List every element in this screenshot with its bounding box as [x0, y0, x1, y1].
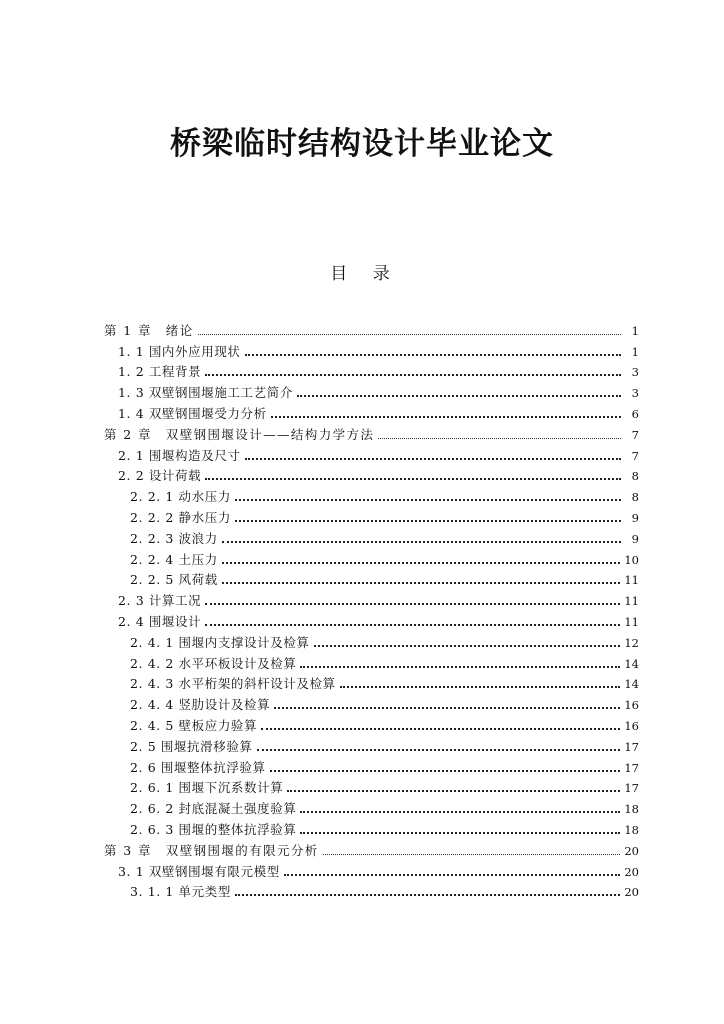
- toc-entry-title: 2. 6 围堰整体抗浮验算: [130, 759, 266, 775]
- toc-entry[interactable]: [104, 339, 639, 360]
- toc-entry-title: 2. 5 围堰抗滑移验算: [130, 738, 253, 754]
- toc-dot-leader: [205, 603, 620, 605]
- toc-entry[interactable]: [104, 464, 639, 485]
- toc-dot-leader: [198, 334, 621, 335]
- toc-entry-title: 2. 2 设计荷载: [118, 468, 202, 484]
- toc-page-number: 7: [631, 427, 639, 442]
- toc-entry[interactable]: [104, 713, 639, 734]
- toc-entry-title: 1. 2 工程背景: [118, 364, 202, 380]
- toc-page-number: 16: [624, 718, 639, 733]
- toc-entry[interactable]: [104, 755, 639, 776]
- toc-entry[interactable]: [104, 505, 639, 526]
- toc-entry-title: 2. 6. 2 封底混凝土强度验算: [130, 801, 297, 817]
- toc-entry[interactable]: [104, 859, 639, 880]
- toc-page-number: 20: [624, 885, 639, 900]
- toc-dot-leader: [284, 874, 621, 876]
- toc-page-number: 10: [624, 552, 639, 567]
- toc-dot-leader: [235, 520, 621, 522]
- toc-page-number: 17: [624, 781, 639, 796]
- toc-entry-title: 2. 1 围堰构造及尺寸: [118, 447, 241, 463]
- toc-entry[interactable]: [104, 526, 639, 547]
- toc-entry-title: 1. 4 双壁钢围堰受力分析: [118, 405, 267, 421]
- toc-entry[interactable]: [104, 651, 639, 672]
- toc-entry-title: 2. 2. 1 动水压力: [130, 489, 231, 505]
- toc-dot-leader: [271, 416, 621, 418]
- toc-entry-title: 3. 1. 1 单元类型: [130, 884, 231, 900]
- toc-entry[interactable]: [104, 734, 639, 755]
- toc-dot-leader: [287, 790, 620, 792]
- toc-page-number: 18: [624, 822, 639, 837]
- toc-page-number: 1: [631, 344, 639, 359]
- toc-entry[interactable]: [104, 817, 639, 838]
- toc-page-number: 8: [631, 469, 639, 484]
- toc-page-number: 6: [631, 406, 639, 421]
- toc-page-number: 17: [624, 739, 639, 754]
- toc-dot-leader: [245, 458, 621, 460]
- toc-entry[interactable]: [104, 692, 639, 713]
- toc-page-number: 18: [624, 802, 639, 817]
- toc-entry[interactable]: [104, 484, 639, 505]
- toc-dot-leader: [245, 354, 621, 356]
- toc-dot-leader: [205, 624, 620, 626]
- toc-page-number: 12: [624, 635, 639, 650]
- toc-entry-title: 第 1 章 绪论: [104, 322, 194, 338]
- toc-entry-title: 2. 4. 3 水平桁架的斜杆设计及检算: [130, 676, 336, 692]
- toc-entry[interactable]: [104, 422, 639, 443]
- toc-entry[interactable]: [104, 776, 639, 797]
- toc-entry-title: 2. 2. 3 波浪力: [130, 530, 218, 546]
- toc-entry[interactable]: [104, 360, 639, 381]
- toc-entry[interactable]: [104, 838, 639, 859]
- toc-entry-title: 1. 1 国内外应用现状: [118, 343, 241, 359]
- toc-entry-title: 2. 4. 4 竖肋设计及检算: [130, 697, 271, 713]
- toc-dot-leader: [235, 499, 621, 501]
- toc-entry[interactable]: [104, 880, 639, 901]
- toc-dot-leader: [261, 728, 620, 730]
- toc-entry[interactable]: [104, 630, 639, 651]
- table-of-contents: [104, 318, 639, 900]
- toc-dot-leader: [270, 770, 621, 772]
- toc-entry-title: 1. 3 双壁钢围堰施工工艺简介: [118, 385, 293, 401]
- toc-entry[interactable]: [104, 547, 639, 568]
- toc-page-number: 20: [624, 843, 639, 858]
- toc-dot-leader: [323, 854, 621, 855]
- toc-entry[interactable]: [104, 443, 639, 464]
- toc-dot-leader: [300, 811, 620, 813]
- toc-entry[interactable]: [104, 796, 639, 817]
- toc-dot-leader: [300, 666, 620, 668]
- toc-dot-leader: [205, 478, 621, 480]
- toc-entry-title: 2. 2. 5 风荷载: [130, 572, 218, 588]
- toc-entry-title: 第 3 章 双壁钢围堰的有限元分析: [104, 842, 319, 858]
- toc-entry[interactable]: [104, 318, 639, 339]
- toc-entry-title: 第 2 章 双壁钢围堰设计——结构力学方法: [104, 426, 375, 442]
- toc-page-number: 7: [631, 448, 639, 463]
- toc-heading: 目 录: [330, 264, 400, 284]
- toc-page-number: 14: [624, 656, 639, 671]
- toc-page-number: 8: [631, 490, 639, 505]
- toc-dot-leader: [222, 541, 621, 543]
- toc-page-number: 3: [631, 365, 639, 380]
- toc-dot-leader: [340, 686, 621, 688]
- toc-entry-title: 2. 4 围堰设计: [118, 613, 202, 629]
- toc-page-number: 9: [631, 510, 639, 525]
- toc-page-number: 9: [631, 531, 639, 546]
- toc-entry-title: 2. 4. 2 水平环板设计及检算: [130, 655, 297, 671]
- toc-entry-title: 2. 4. 5 壁板应力验算: [130, 717, 258, 733]
- toc-dot-leader: [235, 894, 620, 896]
- toc-page-number: 11: [624, 594, 639, 609]
- toc-page-number: 17: [624, 760, 639, 775]
- toc-page-number: 3: [631, 386, 639, 401]
- toc-page-number: 1: [631, 323, 639, 338]
- toc-dot-leader: [378, 438, 621, 439]
- toc-entry-title: 2. 6. 1 围堰下沉系数计算: [130, 780, 284, 796]
- toc-entry[interactable]: [104, 401, 639, 422]
- toc-dot-leader: [314, 645, 621, 647]
- toc-dot-leader: [205, 374, 621, 376]
- toc-dot-leader: [222, 582, 621, 584]
- document-title: 桥梁临时结构设计毕业论文: [170, 126, 554, 162]
- toc-entry[interactable]: [104, 568, 639, 589]
- toc-entry-title: 2. 2. 4 土压力: [130, 551, 218, 567]
- toc-entry[interactable]: [104, 588, 639, 609]
- toc-entry-title: 2. 4. 1 围堰内支撑设计及检算: [130, 634, 310, 650]
- toc-dot-leader: [297, 395, 621, 397]
- toc-dot-leader: [300, 832, 620, 834]
- toc-page-number: 11: [624, 614, 639, 629]
- toc-entry-title: 3. 1 双壁钢围堰有限元模型: [118, 863, 280, 879]
- toc-entry[interactable]: [104, 380, 639, 401]
- toc-page-number: 20: [624, 864, 639, 879]
- toc-dot-leader: [274, 707, 620, 709]
- toc-dot-leader: [222, 562, 621, 564]
- toc-entry-title: 2. 2. 2 静水压力: [130, 509, 231, 525]
- toc-dot-leader: [257, 749, 621, 751]
- toc-page-number: 16: [624, 698, 639, 713]
- toc-page-number: 14: [624, 677, 639, 692]
- toc-entry[interactable]: [104, 609, 639, 630]
- toc-entry-title: 2. 6. 3 围堰的整体抗浮验算: [130, 821, 297, 837]
- toc-page-number: 11: [624, 573, 639, 588]
- toc-entry[interactable]: [104, 672, 639, 693]
- toc-entry-title: 2. 3 计算工况: [118, 593, 202, 609]
